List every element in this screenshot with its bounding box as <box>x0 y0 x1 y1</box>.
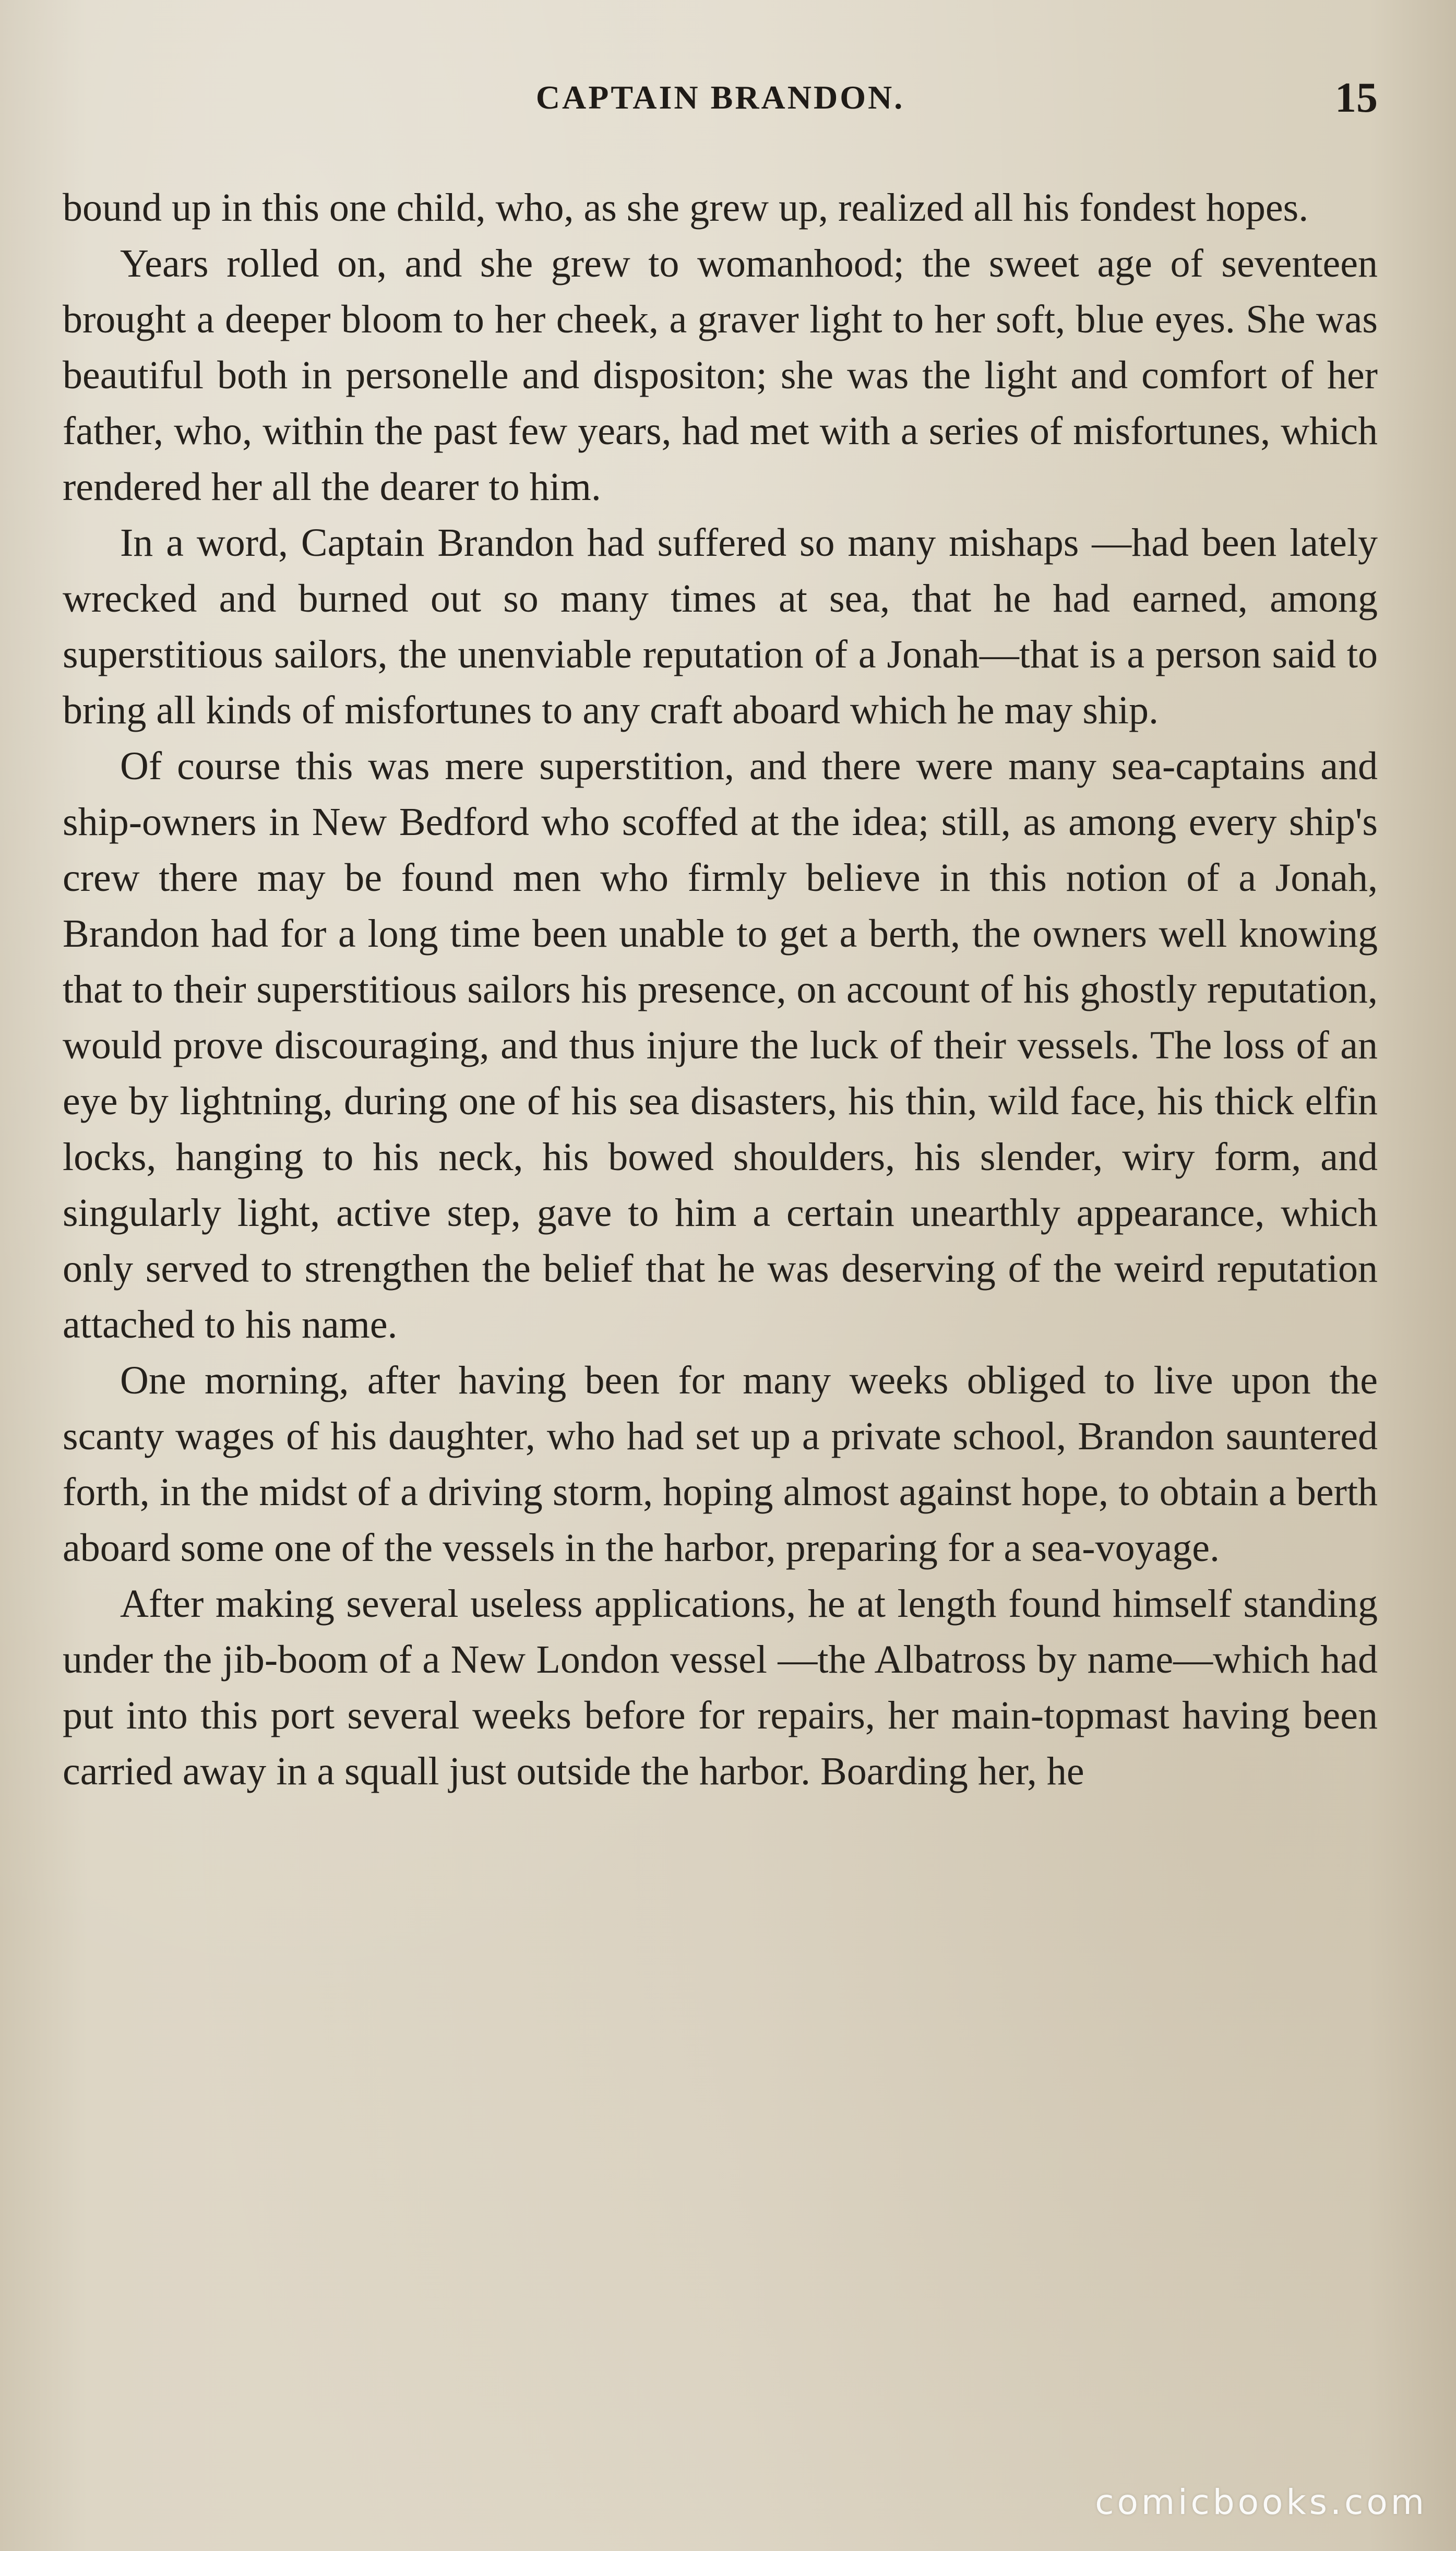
watermark: comicbooks.com <box>1095 2482 1427 2522</box>
page-number: 15 <box>1335 74 1378 121</box>
paragraph-superstition: Of course this was mere superstition, and there were many sea-captains and ship-owners in New Bedford who scoffed at the idea; still, as among every ship's crew there may be found men who firmly believe in this notion of a Jonah, Brandon had for a long time been unable to get a berth, the owners well knowing that to their superstitious sailors his presence, on account of his ghostly reputation, would prove discouraging, and thus injure the luck of their vessels. The loss of an eye by lightning, during one of his sea disasters, his thin, wild face, his thick elfin locks, hanging to his neck, his bowed shoulders, his slender, wiry form, and singularly light, active step, gave to him a certain unearthly appearance, which only served to strengthen the belief that he was deserving of the weird reputation attached to his name. <box>63 744 1378 1346</box>
paragraph-albatross: After making several useless applications, he at length found himself standing under the jib-boom of a New London vessel —the Albatross by name—which had put into this port several weeks before for repairs, her main-topmast having been carried away in a squall just outside the harbor. Boarding her, he <box>63 1582 1378 1793</box>
paragraph-one-morning: One morning, after having been for many weeks obliged to live upon the scanty wages of his daughter, who had set up a private school, Brandon sauntered forth, in the midst of a driving storm, hoping almost against hope, to obtain a berth aboard some one of the vessels in the harbor, preparing for a sea-voyage. <box>63 1358 1378 1570</box>
paragraph-jonah-reputation: In a word, Captain Brandon had suffered so many mishaps —had been lately wrecked and burned out so many times at sea, that he had earned, among superstitious sailors, the unenviable reputation of a Jonah—that is a person said to bring all kinds of misfortunes to any craft aboard which he may ship. <box>63 521 1378 732</box>
page-header <box>63 73 1378 130</box>
paragraph-continued: bound up in this one child, who, as she grew up, realized all his fondest hopes. <box>63 186 1309 230</box>
body-text <box>63 180 1378 1799</box>
paragraph-womanhood: Years rolled on, and she grew to womanhood; the sweet age of seventeen brought a deeper bloom to her cheek, a graver light to her soft, blue eyes. She was beautiful both in personelle and dispositon; she was the light and comfort of her father, who, within the past few years, had met with a series of misfortunes, which rendered her all the dearer to him. <box>63 242 1378 509</box>
running-head: CAPTAIN BRANDON. <box>535 79 905 116</box>
